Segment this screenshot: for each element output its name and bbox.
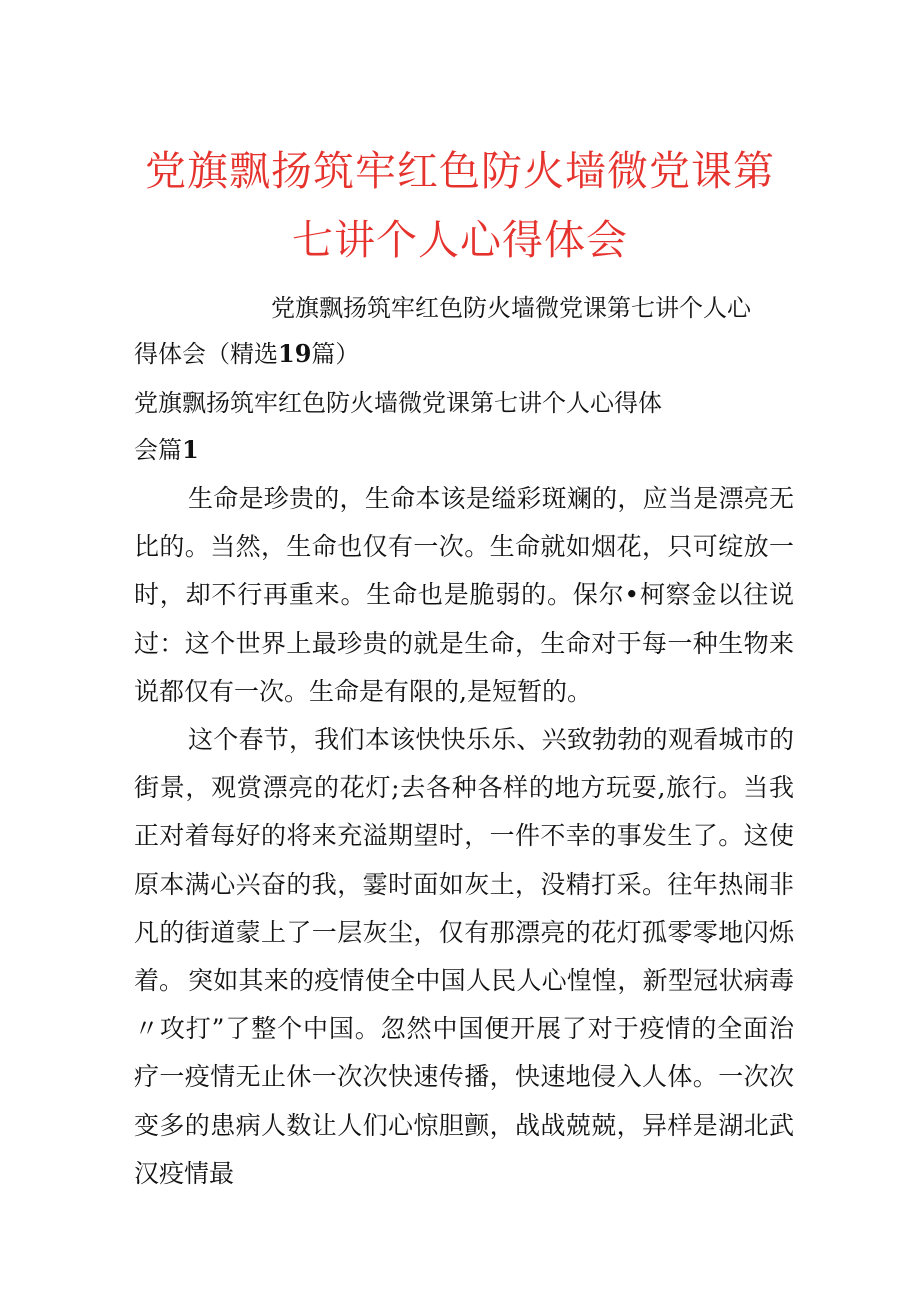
subtitle-line-2 bbox=[134, 338, 359, 370]
subtitle-count: 19 bbox=[278, 339, 312, 368]
section-heading-prefix: 会篇 bbox=[134, 436, 182, 464]
section-heading-line-2 bbox=[134, 434, 199, 466]
body-paragraph-2: 这个春节，我们本该快快乐乐、兴致勃勃的观看城市的街景，观赏漂亮的花灯;去各种各样的地方玩耍,旅行。当我正对着每好的将来充溢期望时，一件不幸的事发生了。这使原本满心兴奋的我，霎时面如灰土，没精打采。往年热闹非凡的街道蒙上了一层灰尘，仅有那漂亮的花灯孤零零地闪烁着。 bbox=[134, 725, 794, 996]
document-title-line-1: 党旗飘扬筑牢红色防火墙微党课第 bbox=[145, 147, 775, 195]
body-paragraph-1: 生命是珍贵的，生命本该是缢彩斑斓的，应当是漂亮无比的。当然，生命也仅有一次。生命就如烟花，只可绽放一时，却不行再重来。生命也是脆弱的。保尔•柯察金以往说过：这个世界上最珍贵的就是生命，生命对于每一种生物来说都仅有一次。生命是有限的,是短暂的。 bbox=[134, 484, 794, 706]
section-number: 1 bbox=[182, 435, 199, 464]
section-heading-line-1: 党旗飘扬筑牢红色防火墙微党课第七讲个人心得体 bbox=[134, 389, 662, 417]
subtitle-prefix: 得体会（精选 bbox=[134, 340, 278, 368]
subtitle-suffix: 篇） bbox=[311, 340, 360, 368]
body-paragraph-3: 突如其来的疫情使全中国人民人心惶惶，新型冠状病毒〃攻打”了整个中国。忽然中国便开展了对于疫情的全面治疗一疫情无止休一次次快速传播，快速地侵入人体。一次次变多的患病人数让人们心惊胆颤，战战兢兢，异样是湖北武汉疫情最 bbox=[134, 966, 794, 1188]
subtitle-line-1: 党旗飘扬筑牢红色防火墙微党课第七讲个人心 bbox=[271, 294, 751, 322]
document-title-line-2: 七讲个人心得体会 bbox=[292, 216, 628, 264]
